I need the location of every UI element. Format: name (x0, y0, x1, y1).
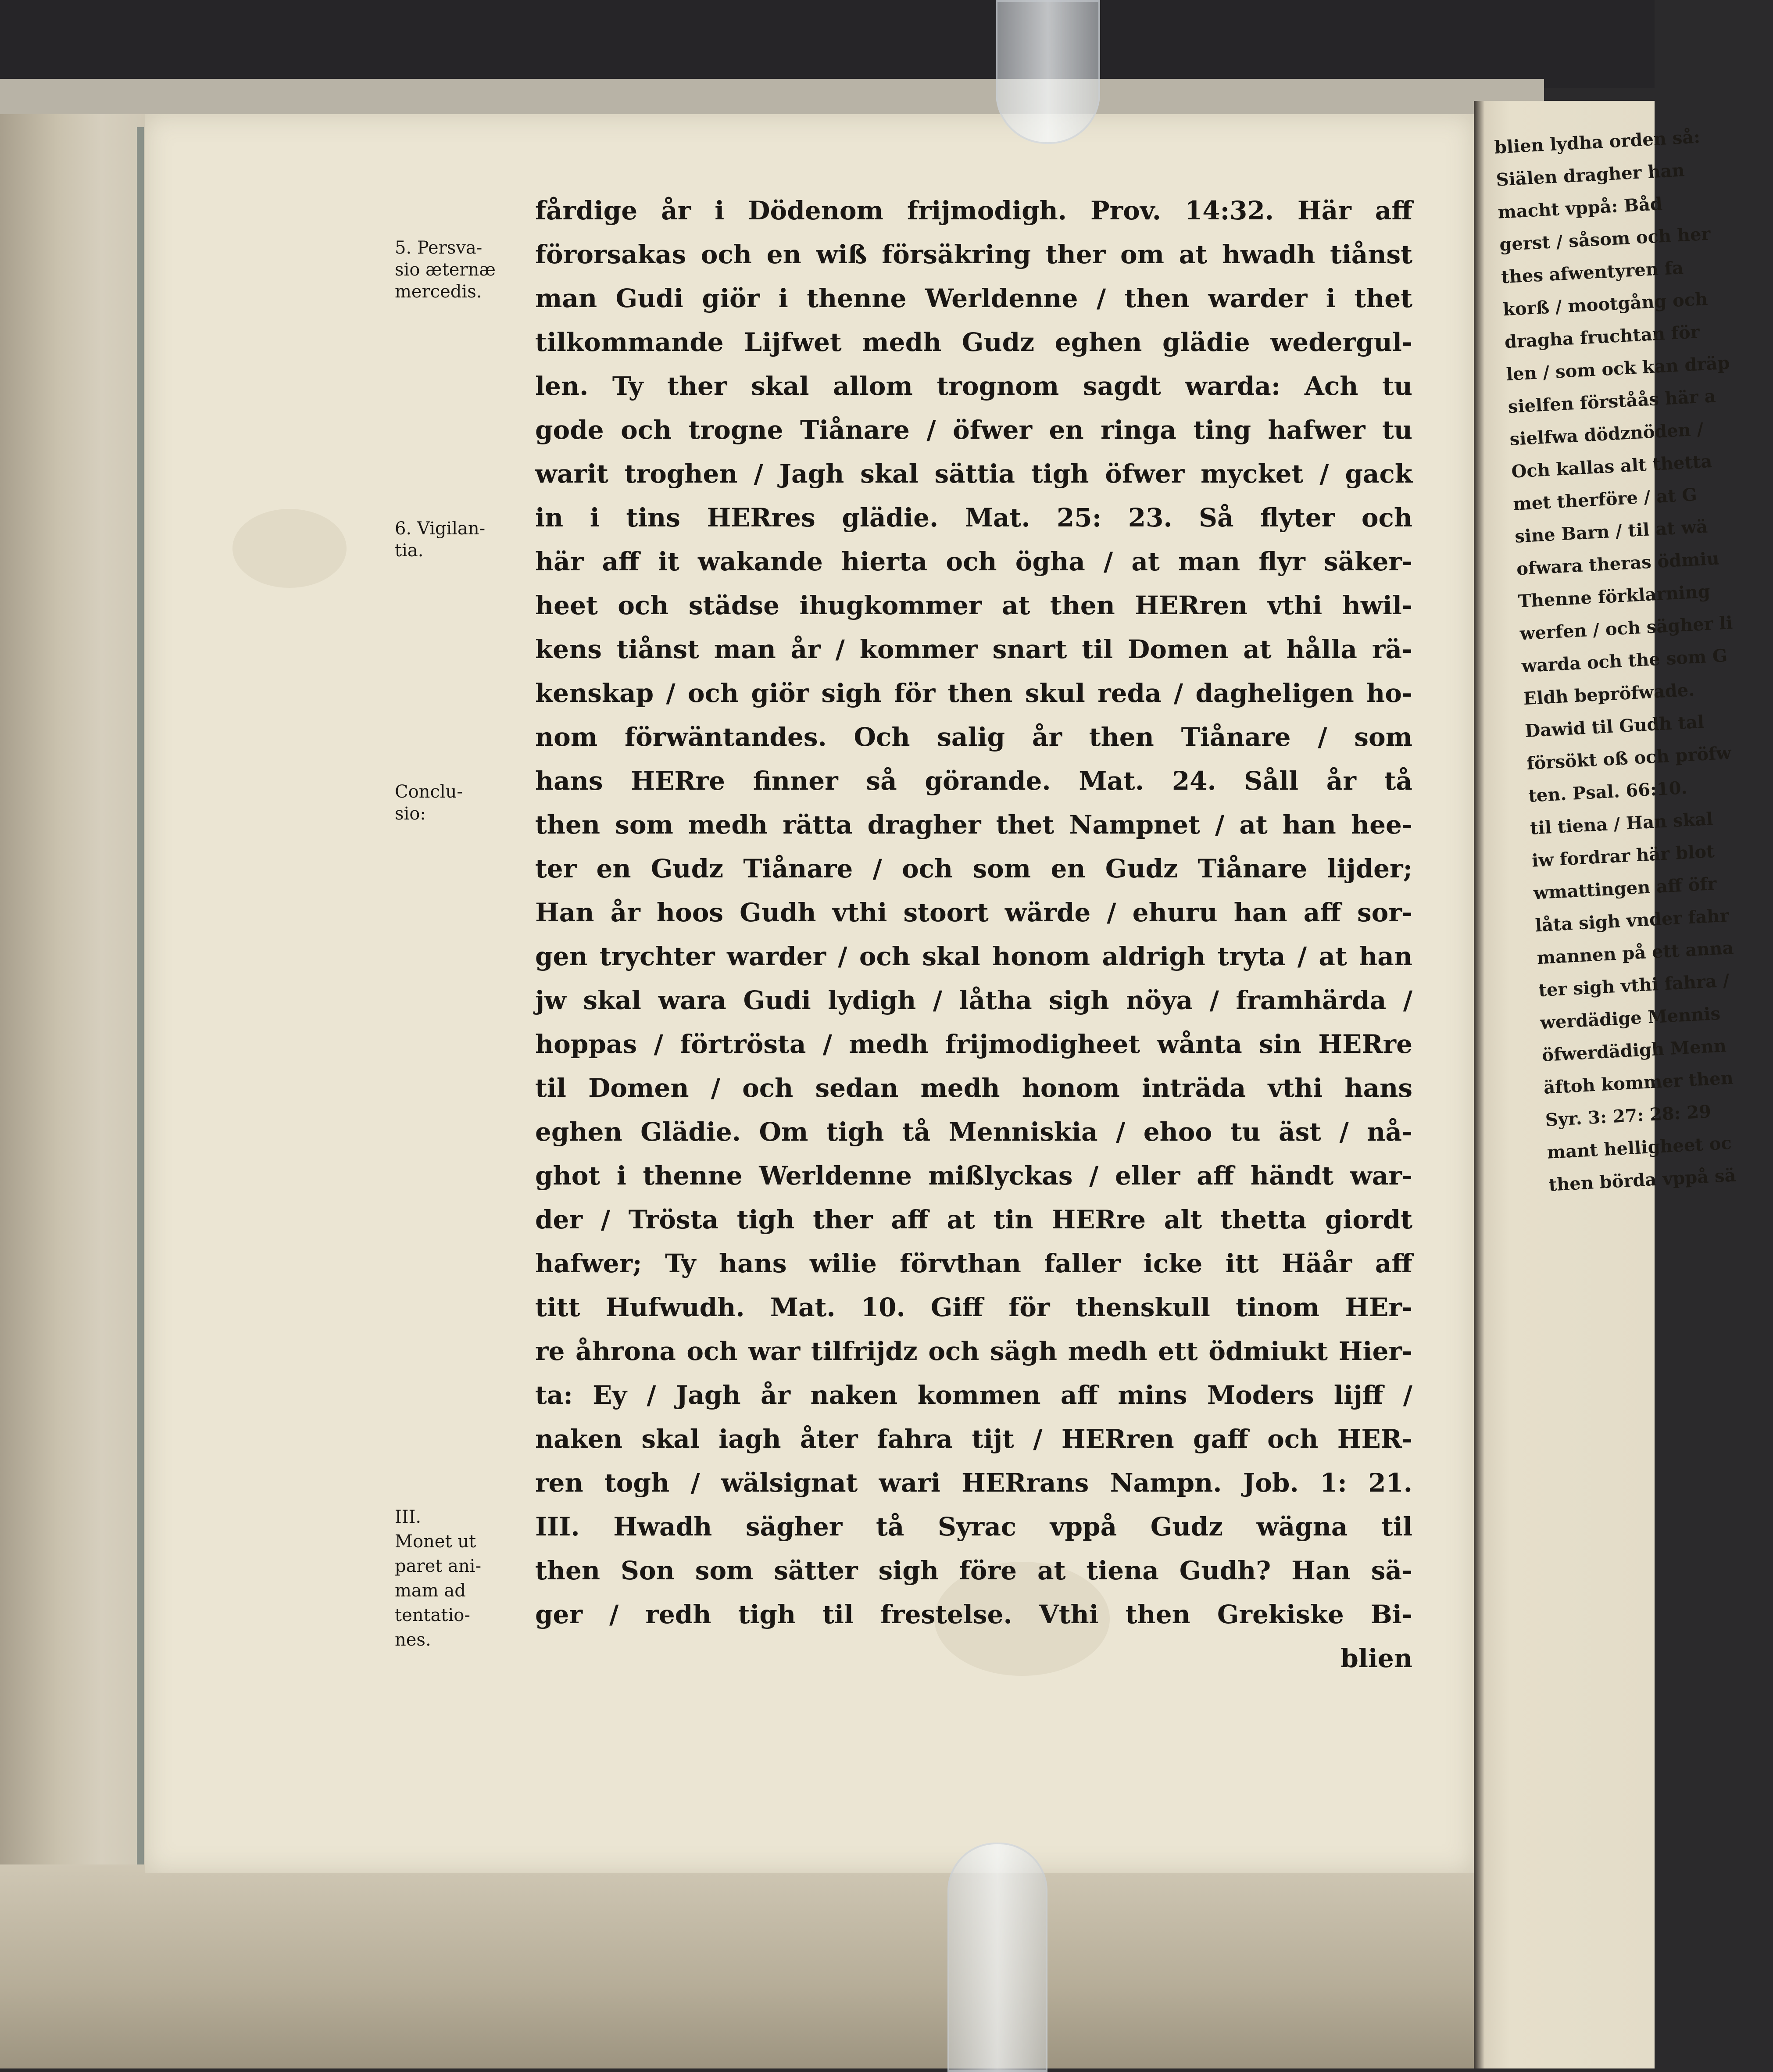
margin-line: nes. (395, 1630, 431, 1650)
text-line: hans HERre finner så görande. Mat. 24. Såll år tå (535, 766, 1412, 796)
text-line: len. Ty ther skal allom trognom sagdt warda: Ach tu (535, 371, 1412, 401)
text-line: förorsakas och en wiß försäkring ther om at hwadh tiånst (535, 240, 1412, 269)
margin-line: sio: (395, 804, 426, 824)
facing-line: mant helligheet oc (1546, 1132, 1732, 1163)
text-line: nom förwäntandes. Och salig år then Tiånare / som (535, 722, 1412, 752)
text-line: jw skal wara Gudi lydigh / låtha sigh nöya / framhärda / (535, 985, 1412, 1015)
text-line: eghen Glädie. Om tigh tå Menniskia / ehoo tu äst / nå- (535, 1117, 1412, 1147)
facing-line: Dawid til Gudh tal (1524, 711, 1705, 742)
margin-line: Conclu- (395, 782, 463, 802)
facing-line: iw fordrar här blot (1531, 841, 1715, 871)
paper-stain (232, 509, 347, 588)
facing-line: sielfen förståås här a (1507, 386, 1716, 418)
facing-line: Siälen dragher han (1495, 160, 1685, 190)
facing-line: blien lydha orden så: (1494, 126, 1701, 158)
facing-line: Thenne förklarning (1517, 581, 1711, 612)
page-clip-bottom (947, 1843, 1047, 2072)
text-line: kenskap / och giör sigh för then skul reda / dagheligen ho- (535, 678, 1412, 708)
main-text-block (535, 189, 1412, 1680)
text-line: warit troghen / Jagh skal sättia tigh öfwer mycket / gack (535, 459, 1412, 489)
margin-line: sio æternæ (395, 260, 496, 280)
text-line: tilkommande Lijfwet medh Gudz eghen glädie wedergul- (535, 327, 1412, 357)
scanner-background-top (0, 0, 1655, 88)
facing-line: macht vppå: Båd (1497, 193, 1663, 223)
text-line: ghot i thenne Werldenne mißlyckas / eller aff händt war- (535, 1161, 1412, 1191)
margin-note-monet (395, 1505, 526, 1652)
text-line: hoppas / förtrösta / medh frijmodigheet wånta sin HERre (535, 1029, 1412, 1059)
book-binding-left (0, 114, 145, 2068)
text-line: re åhrona och war tilfrijdz och sägh medh ett ödmiukt Hier- (535, 1336, 1412, 1366)
text-line: then som medh rätta dragher thet Nampnet / at han hee- (535, 810, 1412, 840)
facing-line: korß / mootgång och (1502, 289, 1709, 320)
facing-line: sielfwa dödznöden / (1509, 419, 1704, 450)
text-line: ren togh / wälsignat wari HERrans Nampn. Job. 1: 21. (535, 1468, 1412, 1498)
margin-line: III. (395, 1507, 422, 1527)
text-line: ta: Ey / Jagh år naken kommen aff mins Moders lijff / (535, 1380, 1412, 1410)
facing-line: Syr. 3: 27: 28: 29 (1544, 1101, 1712, 1131)
margin-line: tentatio- (395, 1605, 470, 1625)
facing-line: met therföre / at G (1512, 484, 1698, 515)
facing-line: öfwerdädigh Menn (1541, 1035, 1727, 1066)
text-line: III. Hwadh sägher tå Syrac vppå Gudz wägna til (535, 1512, 1412, 1542)
margin-line: mam ad (395, 1581, 466, 1601)
text-line: then Son som sätter sigh före at tiena Gudh? Han sä- (535, 1556, 1412, 1585)
facing-line: äftoh kommer then (1543, 1067, 1734, 1098)
facing-line: försökt oß och pröfw (1526, 742, 1732, 774)
facing-line: werdädige Mennis (1540, 1003, 1721, 1034)
facing-line: mannen på ett anna (1536, 937, 1734, 969)
margin-line: tia. (395, 540, 424, 561)
facing-line: werfen / och sägher li (1519, 612, 1734, 644)
facing-line: sine Barn / til at wä (1514, 516, 1708, 547)
text-line: gen trychter warder / och skal honom aldrigh tryta / at han (535, 941, 1412, 971)
facing-line: ter sigh vthi fahra / (1538, 970, 1730, 1001)
facing-line: wmattingen aff öfr (1533, 873, 1717, 904)
book-binding-bottom (0, 1864, 1535, 2068)
margin-note-conclusio (395, 781, 526, 825)
facing-line: len / som ock kan dräp (1505, 352, 1730, 385)
text-line: naken skal iagh åter fahra tijt / HERren gaff och HER- (535, 1424, 1412, 1454)
margin-line: paret ani- (395, 1556, 481, 1576)
text-line: gode och trogne Tiånare / öfwer en ringa ting hafwer tu (535, 415, 1412, 445)
facing-line: ten. Psal. 66:10. (1528, 777, 1688, 806)
text-line: här aff it wakande hierta och ögha / at man flyr säker- (535, 547, 1412, 576)
margin-note-persvasio (395, 237, 526, 303)
margin-line: mercedis. (395, 282, 482, 302)
facing-line: thes afwentyren fa (1501, 257, 1684, 288)
text-line: ter en Gudz Tiånare / och som en Gudz Tiånare lijder; (535, 854, 1412, 884)
catchword: blien (1340, 1643, 1412, 1673)
margin-note-vigilantia (395, 518, 526, 562)
text-line: man Gudi giör i thenne Werldenne / then warder i thet (535, 283, 1412, 313)
text-line: Han år hoos Gudh vthi stoort wärde / ehuru han aff sor- (535, 898, 1412, 927)
text-line: ger / redh tigh til frestelse. Vthi then Grekiske Bi- (535, 1600, 1412, 1629)
facing-line: Och kallas alt thetta (1511, 451, 1713, 482)
text-line: der / Trösta tigh ther aff at tin HERre alt thetta giordt (535, 1205, 1412, 1235)
facing-line: låta sigh vnder fahr (1534, 905, 1730, 936)
text-line: in i tins HERres glädie. Mat. 25: 23. Så flyter och (535, 503, 1412, 533)
text-line: hafwer; Ty hans wilie förvthan faller icke itt Häår aff (535, 1249, 1412, 1278)
text-line: kens tiånst man år / kommer snart til Domen at hålla rä- (535, 634, 1412, 664)
text-line: heet och städse ihugkommer at then HERren vthi hwil- (535, 590, 1412, 620)
text-line: titt Hufwudh. Mat. 10. Giff för thenskull tinom HEr- (535, 1292, 1412, 1322)
text-line: fårdige år i Dödenom frijmodigh. Prov. 14:32. Här aff (535, 196, 1412, 225)
facing-line: then börda vppå sä (1548, 1165, 1737, 1195)
facing-line: gerst / såsom och her (1499, 223, 1711, 255)
margin-line: 6. Vigilan- (395, 519, 486, 539)
facing-line: warda och the som G (1521, 645, 1728, 677)
margin-line: Monet ut (395, 1532, 476, 1552)
facing-line: dragha fruchtan för (1504, 322, 1700, 353)
text-line: til Domen / och sedan medh honom inträda vthi hans (535, 1073, 1412, 1103)
page-clip-top (996, 0, 1100, 144)
page-edge-rule (137, 127, 144, 1864)
facing-line: til tiena / Han skal (1530, 809, 1714, 839)
facing-line: Eldh bepröfwade. (1523, 679, 1695, 709)
margin-line: 5. Persva- (395, 238, 483, 258)
facing-line: ofwara theras ödmiu (1516, 548, 1720, 580)
